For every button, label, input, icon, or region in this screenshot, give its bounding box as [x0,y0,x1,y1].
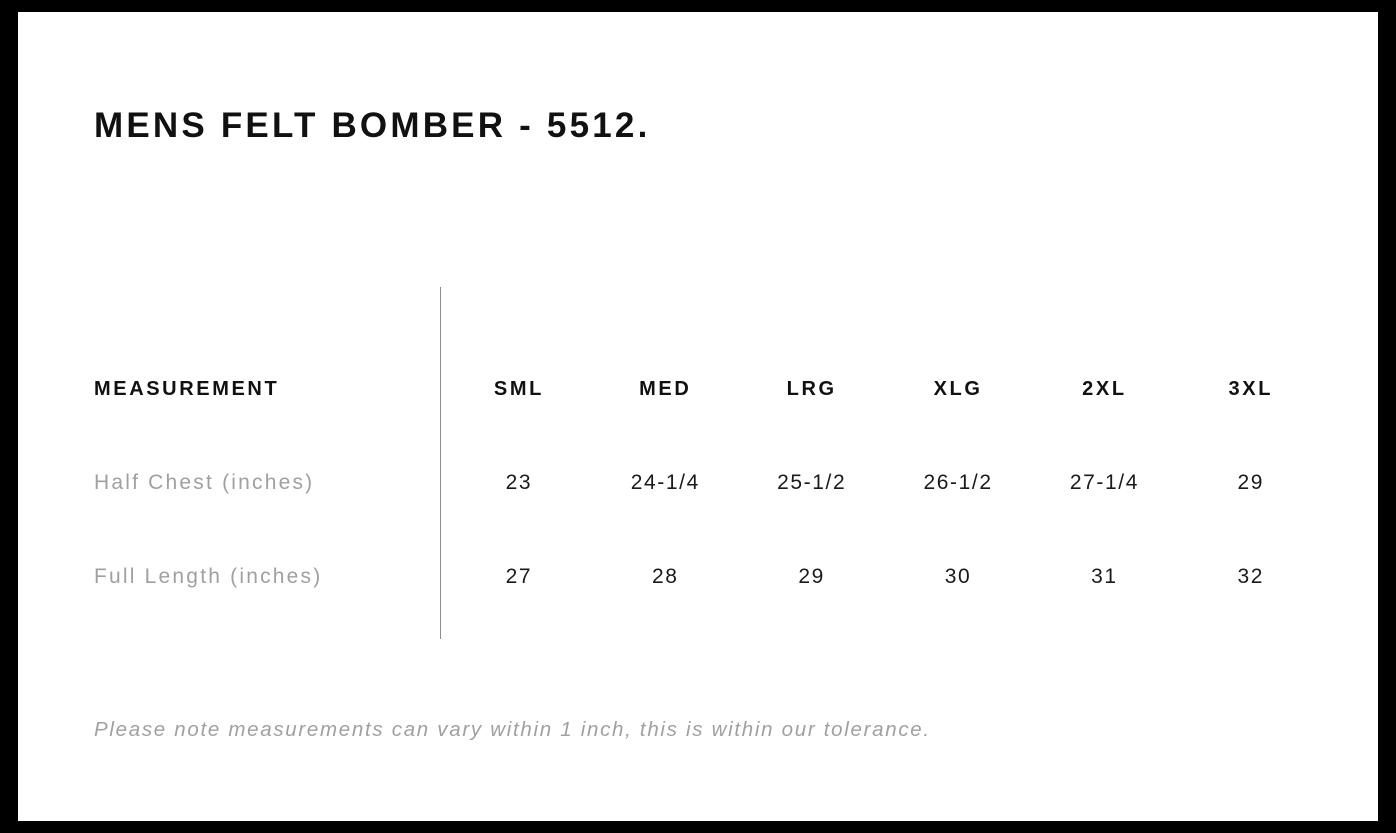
cell-full-length-2xl: 31 [1091,565,1118,588]
cell-half-chest-xlg: 26-1/2 [923,471,993,494]
cell-half-chest-sml: 23 [505,471,533,494]
size-chart-page [18,12,1378,821]
column-header-size-lrg: LRG [786,377,837,400]
column-header-size-sml: SML [493,377,544,400]
cell-full-length-3xl: 32 [1237,565,1265,588]
cell-half-chest-3xl: 29 [1237,471,1265,494]
page-title: MENS FELT BOMBER - 5512. [94,106,651,145]
column-header-size-xlg: XLG [933,377,983,400]
cell-half-chest-med: 24-1/4 [630,471,700,494]
table-row [94,436,1324,530]
cell-full-length-lrg: 29 [798,565,825,588]
cell-full-length-med: 28 [652,565,679,588]
cell-full-length-sml: 27 [505,565,533,588]
column-header-size-2xl: 2XL [1082,377,1127,400]
table-row [94,530,1324,624]
cell-full-length-xlg: 30 [944,565,972,588]
column-header-size-3xl: 3XL [1228,377,1274,400]
row-label-full-length: Full Length (inches) [94,565,323,588]
column-header-size-med: MED [639,377,692,400]
cell-half-chest-lrg: 25-1/2 [777,471,847,494]
tolerance-note: Please note measurements can vary within 1 inch, this is within our tolerance. [94,718,931,741]
size-chart-table [94,342,1324,624]
table-header-row [94,342,1324,436]
row-label-half-chest: Half Chest (inches) [94,471,315,494]
column-header-measurement: MEASUREMENT [94,377,280,400]
cell-half-chest-2xl: 27-1/4 [1069,471,1139,494]
